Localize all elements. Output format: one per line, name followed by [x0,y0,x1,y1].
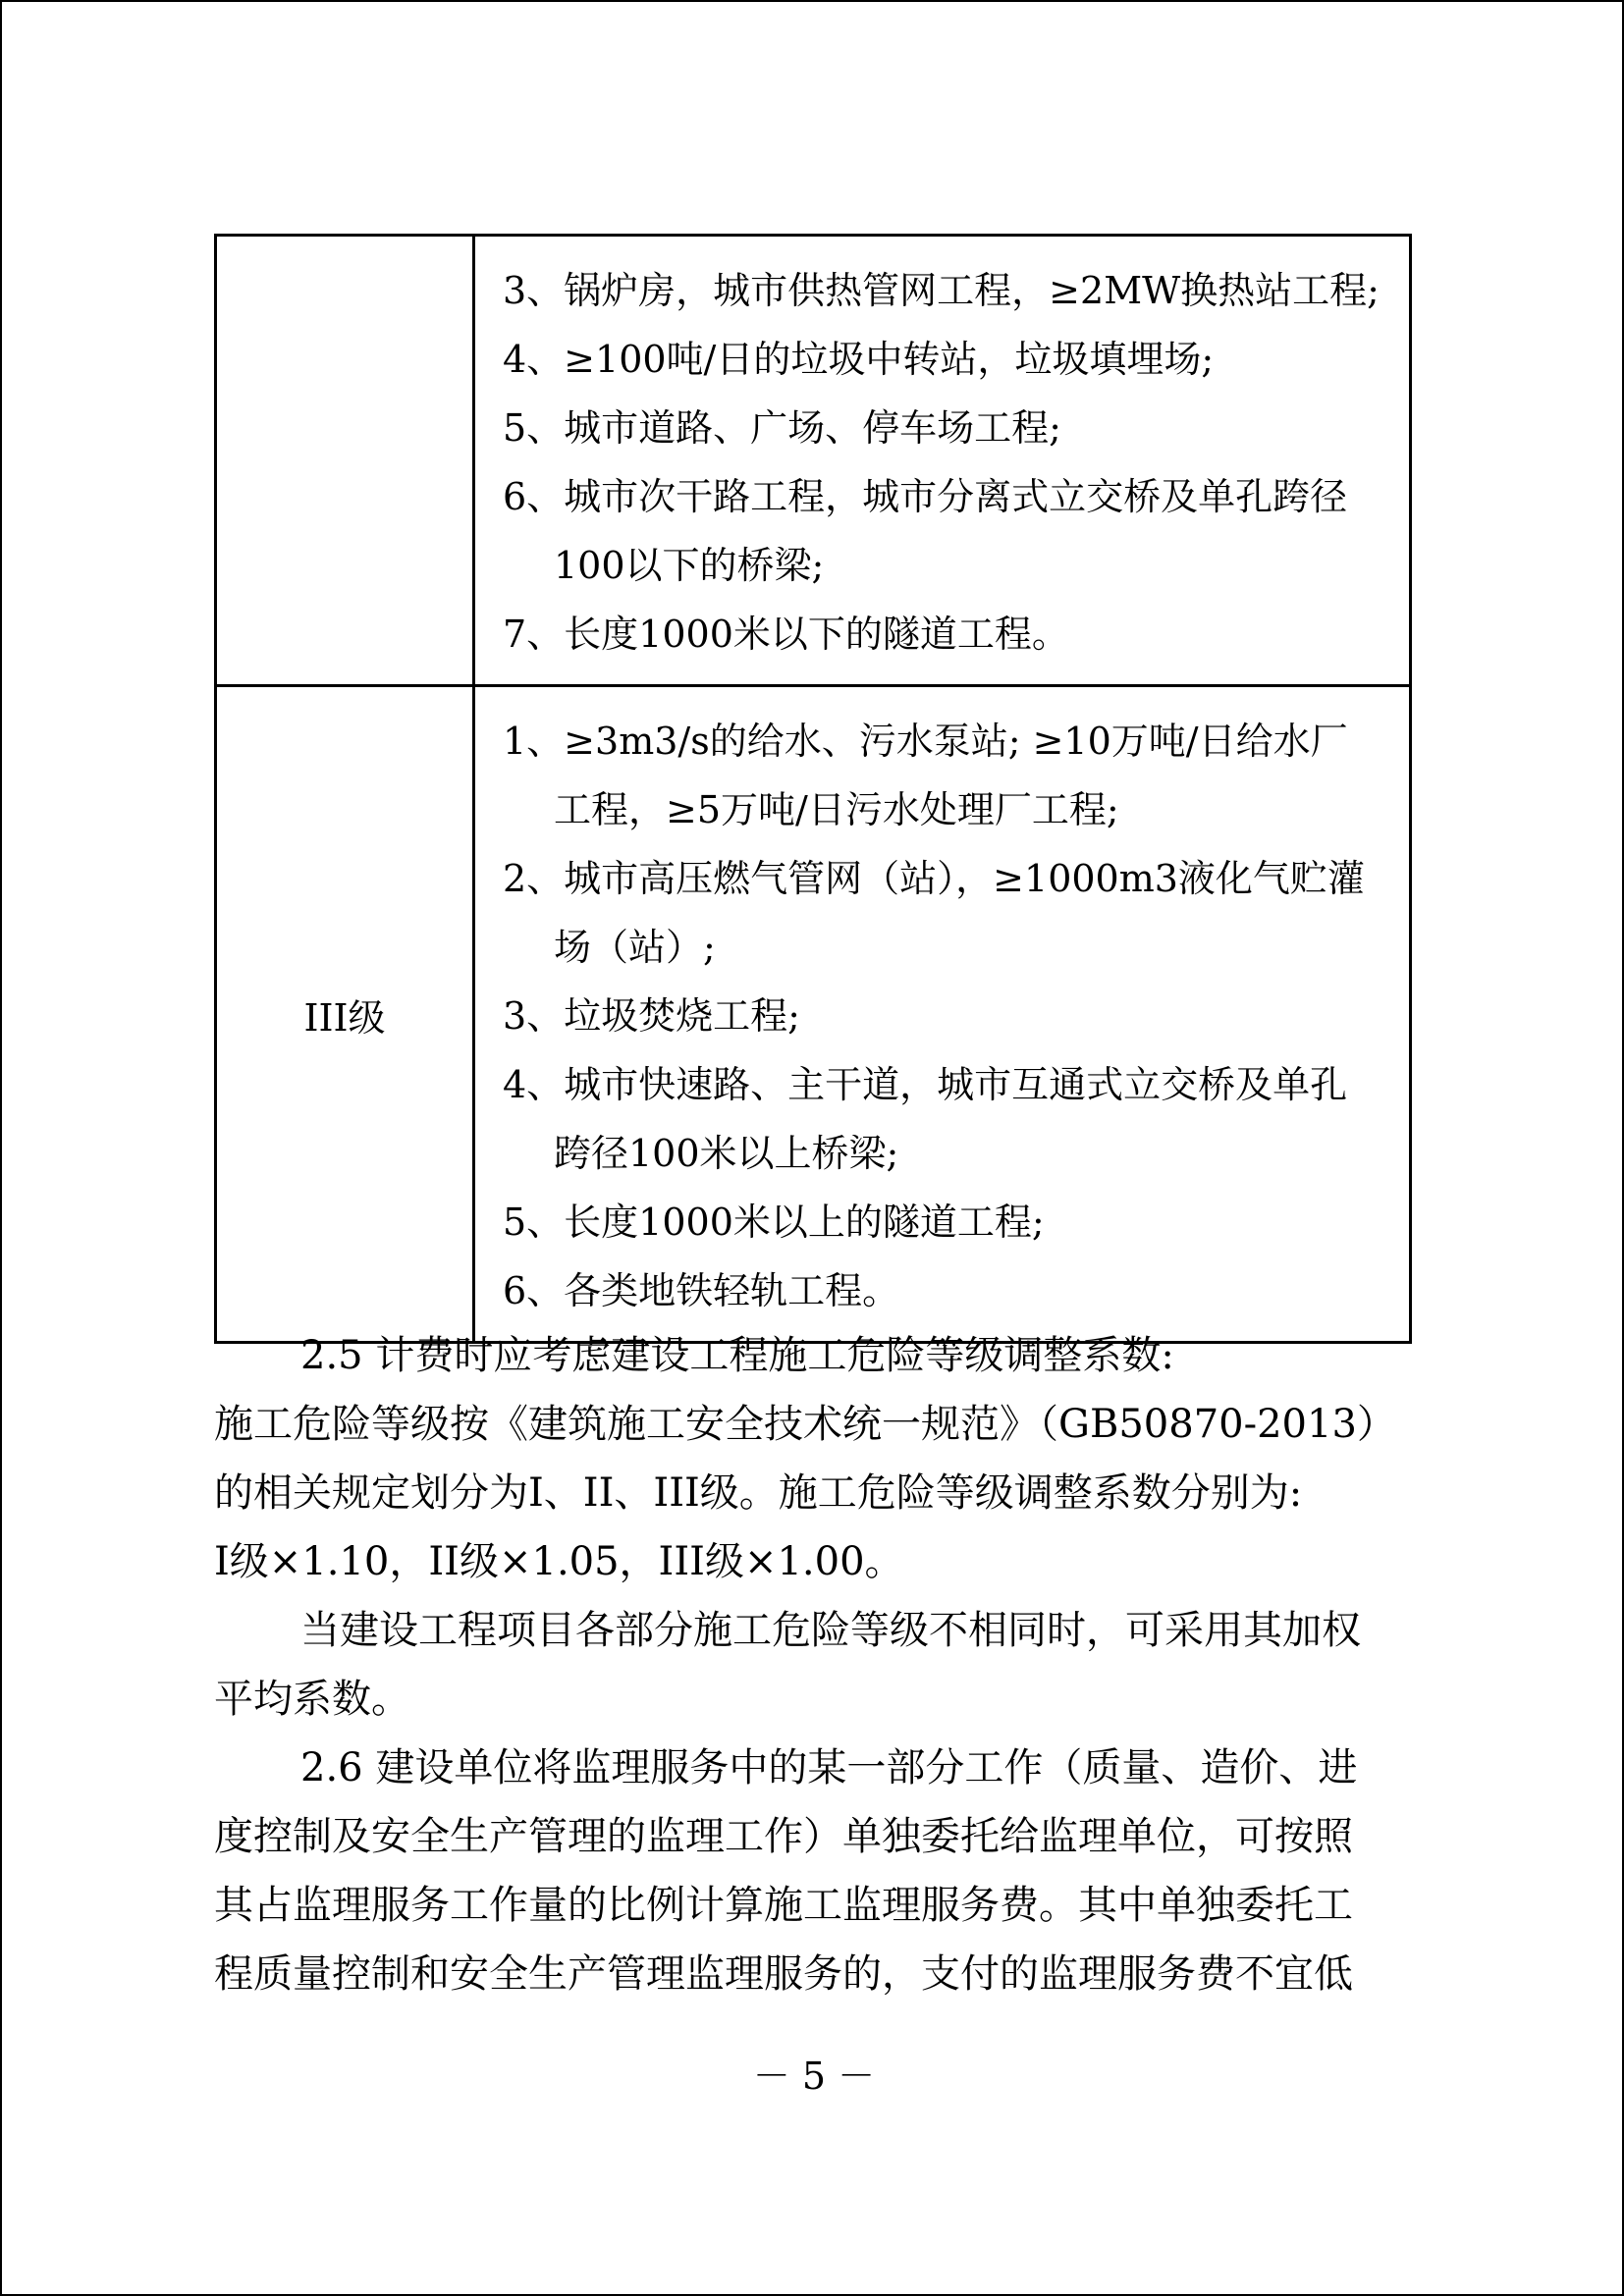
list-item: 5、长度1000米以上的隧道工程; [503,1201,1045,1244]
list-item: 5、城市道路、广场、停车场工程; [503,406,1061,450]
text-line: 2.6 建设单位将监理服务中的某一部分工作（质量、造价、进 [300,1745,1358,1790]
text-line: I级×1.10，II级×1.05，III级×1.00。 [214,1539,904,1584]
text-line: 2.5 计费时应考虑建设工程施工危险等级调整系数: [300,1333,1174,1378]
paragraph-weighted [214,1596,1412,1734]
text-line: 平均系数。 [214,1677,410,1722]
text-line: 程质量控制和安全生产管理监理服务的，支付的监理服务费不宜低 [214,1951,1353,1997]
paragraph-2-6 [214,1734,1412,2008]
list-item: 3、垃圾焚烧工程; [503,994,800,1038]
text-line: 的相关规定划分为I、II、III级。施工危险等级调整系数分别为: [214,1470,1303,1516]
list-item: 4、城市快速路、主干道，城市互通式立交桥及单孔 跨径100米以上桥梁; [503,1063,1348,1175]
grade-cell [216,236,474,686]
text-line: 当建设工程项目各部分施工危险等级不相同时，可采用其加权 [300,1608,1361,1653]
items-cell [474,236,1411,686]
list-item: 3、锅炉房，城市供热管网工程，≥2MW换热站工程; [503,269,1380,312]
list-item: 6、城市次干路工程，城市分离式立交桥及单孔跨径 100以下的桥梁; [503,475,1348,587]
table-row [216,236,1411,686]
paragraph-2-5 [214,1321,1412,1596]
hazard-grade-table [214,234,1412,1344]
list-item: 2、城市高压燃气管网（站），≥1000m3液化气贮灌 场（站）; [503,857,1365,969]
text-line: 度控制及安全生产管理的监理工作）单独委托给监理单位，可按照 [214,1814,1353,1859]
list-item: 4、≥100吨/日的垃圾中转站，垃圾填埋场; [503,338,1215,381]
list-item: 1、≥3m3/s的给水、污水泵站; ≥10万吨/日给水厂 工程，≥5万吨/日污水处理厂工程; [503,720,1348,831]
items-cell [474,686,1411,1343]
table-row [216,686,1411,1343]
text-line: 其占监理服务工作量的比例计算施工监理服务费。其中单独委托工 [214,1883,1353,1928]
page-number: － 5 － [752,2055,876,2098]
grade-cell: III级 [216,686,474,1343]
text-line: 施工危险等级按《建筑施工安全技术统一规范》（GB50870-2013） [214,1402,1396,1447]
list-item: 6、各类地铁轻轨工程。 [503,1269,900,1312]
list-item: 7、长度1000米以下的隧道工程。 [503,613,1069,656]
